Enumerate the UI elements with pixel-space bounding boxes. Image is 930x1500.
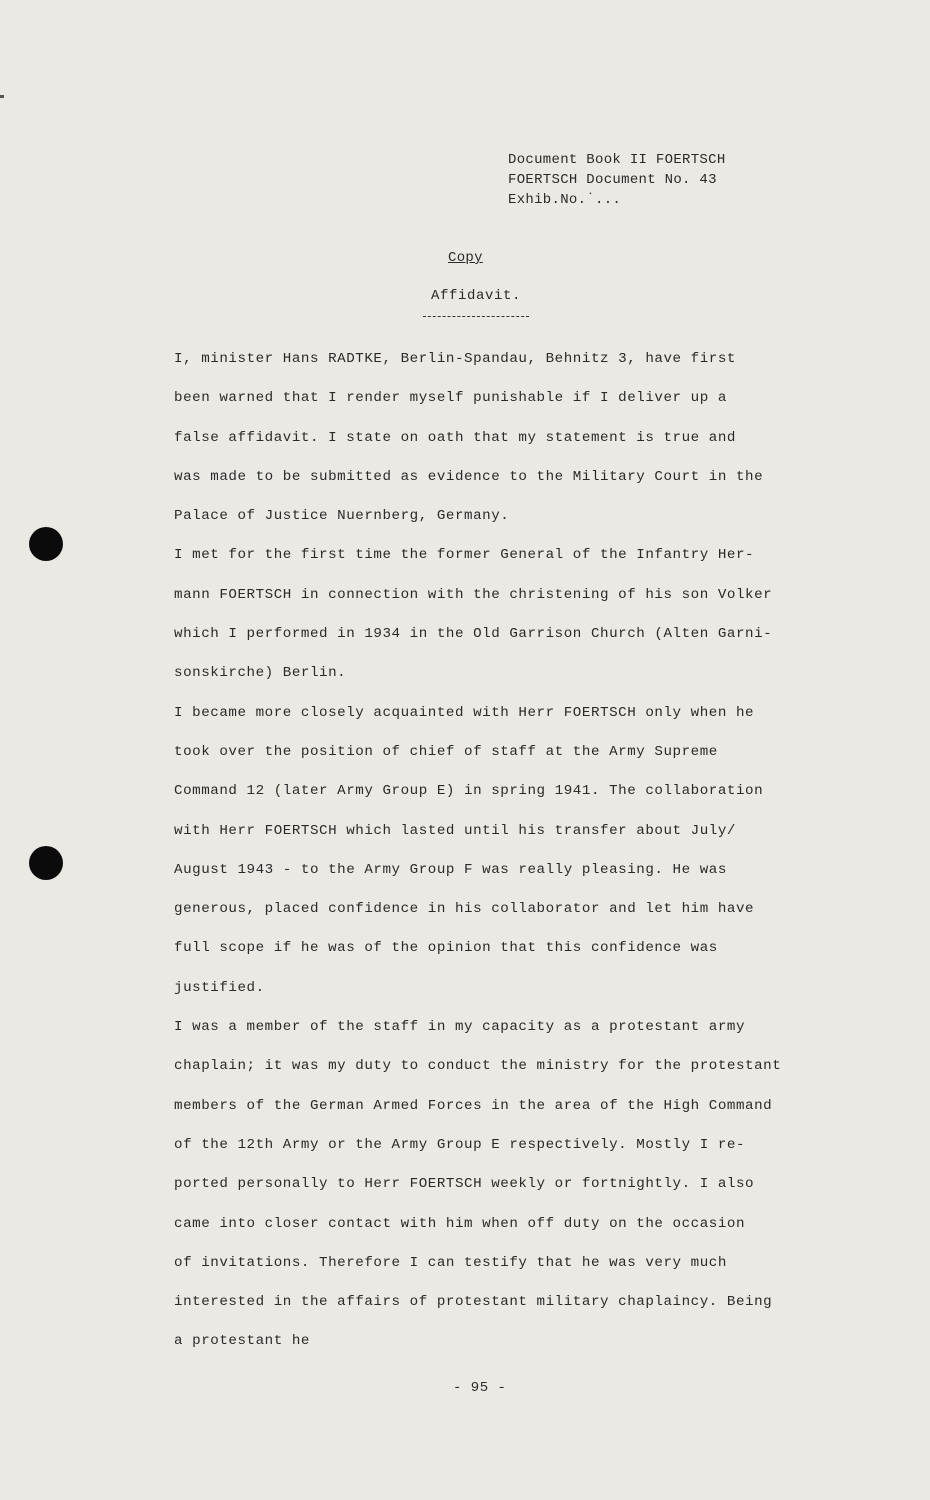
body-line: Command 12 (later Army Group E) in spring 1941. The collaboration <box>174 783 764 800</box>
body-line: took over the position of chief of staff at the Army Supreme <box>174 743 718 760</box>
copy-label: Copy <box>448 250 483 266</box>
body-line: full scope if he was of the opinion that this confidence was <box>174 940 718 957</box>
punch-hole-top <box>29 527 63 561</box>
body-line: I was a member of the staff in my capacity as a protestant army <box>174 1019 746 1036</box>
body-line: was made to be submitted as evidence to the Military Court in the <box>174 468 764 485</box>
body-line: of invitations. Therefore I can testify that he was very much <box>174 1254 727 1271</box>
body-line: of the 12th Army or the Army Group E respectively. Mostly I re- <box>174 1136 746 1153</box>
body-line: with Herr FOERTSCH which lasted until his transfer about July/ <box>174 822 736 839</box>
body-line: chaplain; it was my duty to conduct the ministry for the protestant <box>174 1058 782 1075</box>
body-line: been warned that I render myself punishable if I deliver up a <box>174 390 727 407</box>
title-underline <box>423 316 529 317</box>
body-line: ported personally to Herr FOERTSCH weekly or fortnightly. I also <box>174 1176 755 1193</box>
body-line: mann FOERTSCH in connection with the christening of his son Volker <box>174 586 773 603</box>
body-line: justified. <box>174 979 265 996</box>
exhibit-number-line: Exhib.No.˙... <box>508 192 622 208</box>
document-book-line: Document Book II FOERTSCH <box>508 152 726 168</box>
body-line: which I performed in 1934 in the Old Garrison Church (Alten Garni- <box>174 626 773 643</box>
body-line: sonskirche) Berlin. <box>174 665 347 682</box>
punch-hole-bottom <box>29 846 63 880</box>
document-reference <box>508 150 726 210</box>
document-title: Affidavit. <box>431 288 522 304</box>
body-line: false affidavit. I state on oath that my statement is true and <box>174 429 736 446</box>
body-line: interested in the affairs of protestant military chaplaincy. Being <box>174 1294 773 1311</box>
body-line: a protestant he <box>174 1333 310 1350</box>
affidavit-body <box>174 340 824 1362</box>
body-line: I met for the first time the former General of the Infantry Her- <box>174 547 755 564</box>
body-line: I, minister Hans RADTKE, Berlin-Spandau, Behnitz 3, have first <box>174 351 736 367</box>
edge-mark <box>0 95 4 98</box>
body-line: generous, placed confidence in his collaborator and let him have <box>174 901 755 918</box>
document-number-line: FOERTSCH Document No. 43 <box>508 172 717 188</box>
body-line: August 1943 - to the Army Group F was really pleasing. He was <box>174 861 727 878</box>
body-line: I became more closely acquainted with Herr FOERTSCH only when he <box>174 704 755 721</box>
page-number: - 95 - <box>453 1380 507 1396</box>
body-line: Palace of Justice Nuernberg, Germany. <box>174 508 510 525</box>
body-line: members of the German Armed Forces in the area of the High Command <box>174 1097 773 1114</box>
body-line: came into closer contact with him when off duty on the occasion <box>174 1215 746 1232</box>
